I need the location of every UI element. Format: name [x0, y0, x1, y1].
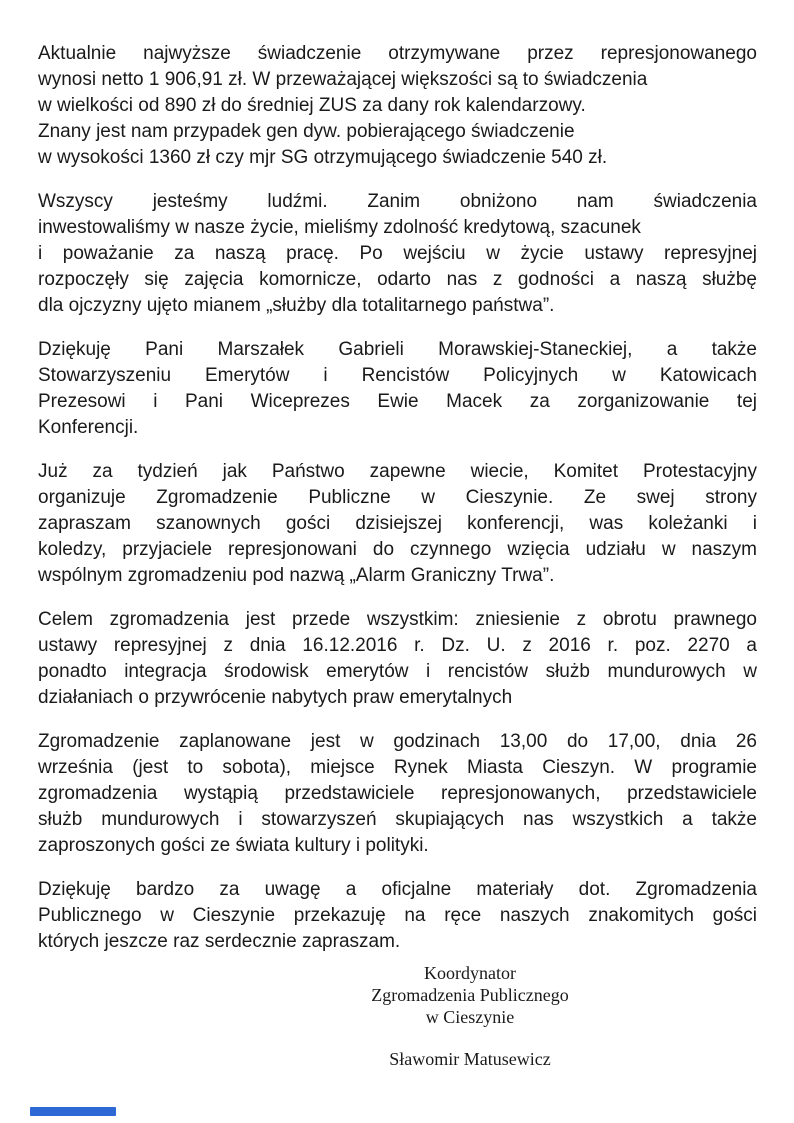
text-line: ponadto integracja środowisk emerytów i rencistów służb mundurowych w — [38, 661, 757, 682]
text-line: września (jest to sobota), miejsce Rynek Miasta Cieszyn. W programie — [38, 757, 757, 778]
text-line: Aktualnie najwyższe świadczenie otrzymywane przez represjonowanego — [38, 43, 757, 64]
text-line: Zgromadzenie zaplanowane jest w godzinach 13,00 do 17,00, dnia 26 — [38, 731, 757, 752]
text-line: rozpoczęły się zajęcia komornicze, odarto nas z godności a naszą służbę — [38, 269, 757, 290]
text-line: Dziękuję bardzo za uwagę a oficjalne materiały dot. Zgromadzenia — [38, 879, 757, 900]
signature-role-line: Zgromadzenia Publicznego — [371, 985, 569, 1005]
paragraph — [38, 41, 757, 171]
text-line: wynosi netto 1 906,91 zł. W przeważającej większości są to świadczenia — [38, 69, 648, 90]
text-line: koledzy, przyjaciele represjonowani do czynnego wzięcia udziału w naszym — [38, 539, 757, 560]
text-line: w wielkości od 890 zł do średniej ZUS za dany rok kalendarzowy. — [38, 95, 586, 116]
paragraph — [38, 607, 757, 711]
text-line: organizuje Zgromadzenie Publiczne w Cieszynie. Ze swej strony — [38, 487, 757, 508]
signature-role-line: Koordynator — [424, 963, 516, 983]
decorative-blue-bar — [30, 1107, 116, 1116]
paragraph — [38, 189, 757, 319]
signature-block — [220, 962, 720, 1070]
paragraph — [38, 459, 757, 589]
text-line: zgromadzenia wystąpią przedstawiciele represjonowanych, przedstawiciele — [38, 783, 757, 804]
paragraph — [38, 337, 757, 441]
text-line: i poważanie za naszą pracę. Po wejściu w życie ustawy represyjnej — [38, 243, 757, 264]
paragraph — [38, 877, 757, 955]
text-line: ustawy represyjnej z dnia 16.12.2016 r. Dz. U. z 2016 r. poz. 2270 a — [38, 635, 757, 656]
text-line: w wysokości 1360 zł czy mjr SG otrzymującego świadczenie 540 zł. — [38, 147, 608, 168]
signature-role-line: w Cieszynie — [425, 1007, 515, 1027]
text-line: Publicznego w Cieszynie przekazuję na ręce naszych znakomitych gości — [38, 905, 757, 926]
text-line: wspólnym zgromadzeniu pod nazwą „Alarm Graniczny Trwa”. — [38, 565, 555, 586]
text-line: Konferencji. — [38, 417, 139, 438]
text-line: inwestowaliśmy w nasze życie, mieliśmy zdolność kredytową, szacunek — [38, 217, 641, 238]
text-line: Celem zgromadzenia jest przede wszystkim: zniesienie z obrotu prawnego — [38, 609, 757, 630]
document-body — [38, 41, 757, 973]
paragraph — [38, 729, 757, 859]
text-line: dla ojczyzny ujęto mianem „służby dla totalitarnego państwa”. — [38, 295, 555, 316]
text-line: zaproszonych gości ze świata kultury i polityki. — [38, 835, 429, 856]
signature-roles — [220, 962, 720, 1028]
text-line: służb mundurowych i stowarzyszeń skupiających nas wszystkich a także — [38, 809, 757, 830]
text-line: Wszyscy jesteśmy ludźmi. Zanim obniżono nam świadczenia — [38, 191, 757, 212]
text-line: Znany jest nam przypadek gen dyw. pobierającego świadczenie — [38, 121, 575, 142]
text-line: Już za tydzień jak Państwo zapewne wiecie, Komitet Protestacyjny — [38, 461, 757, 482]
text-line: Dziękuję Pani Marszałek Gabrieli Morawskiej-Staneckiej, a także — [38, 339, 757, 360]
text-line: zapraszam szanownych gości dzisiejszej konferencji, was koleżanki i — [38, 513, 757, 534]
text-line: działaniach o przywrócenie nabytych praw emerytalnych — [38, 687, 513, 708]
signature-name: Sławomir Matusewicz — [389, 1049, 551, 1069]
text-line: Stowarzyszeniu Emerytów i Rencistów Policyjnych w Katowicach — [38, 365, 757, 386]
text-line: Prezesowi i Pani Wiceprezes Ewie Macek za zorganizowanie tej — [38, 391, 757, 412]
text-line: których jeszcze raz serdecznie zapraszam. — [38, 931, 401, 952]
